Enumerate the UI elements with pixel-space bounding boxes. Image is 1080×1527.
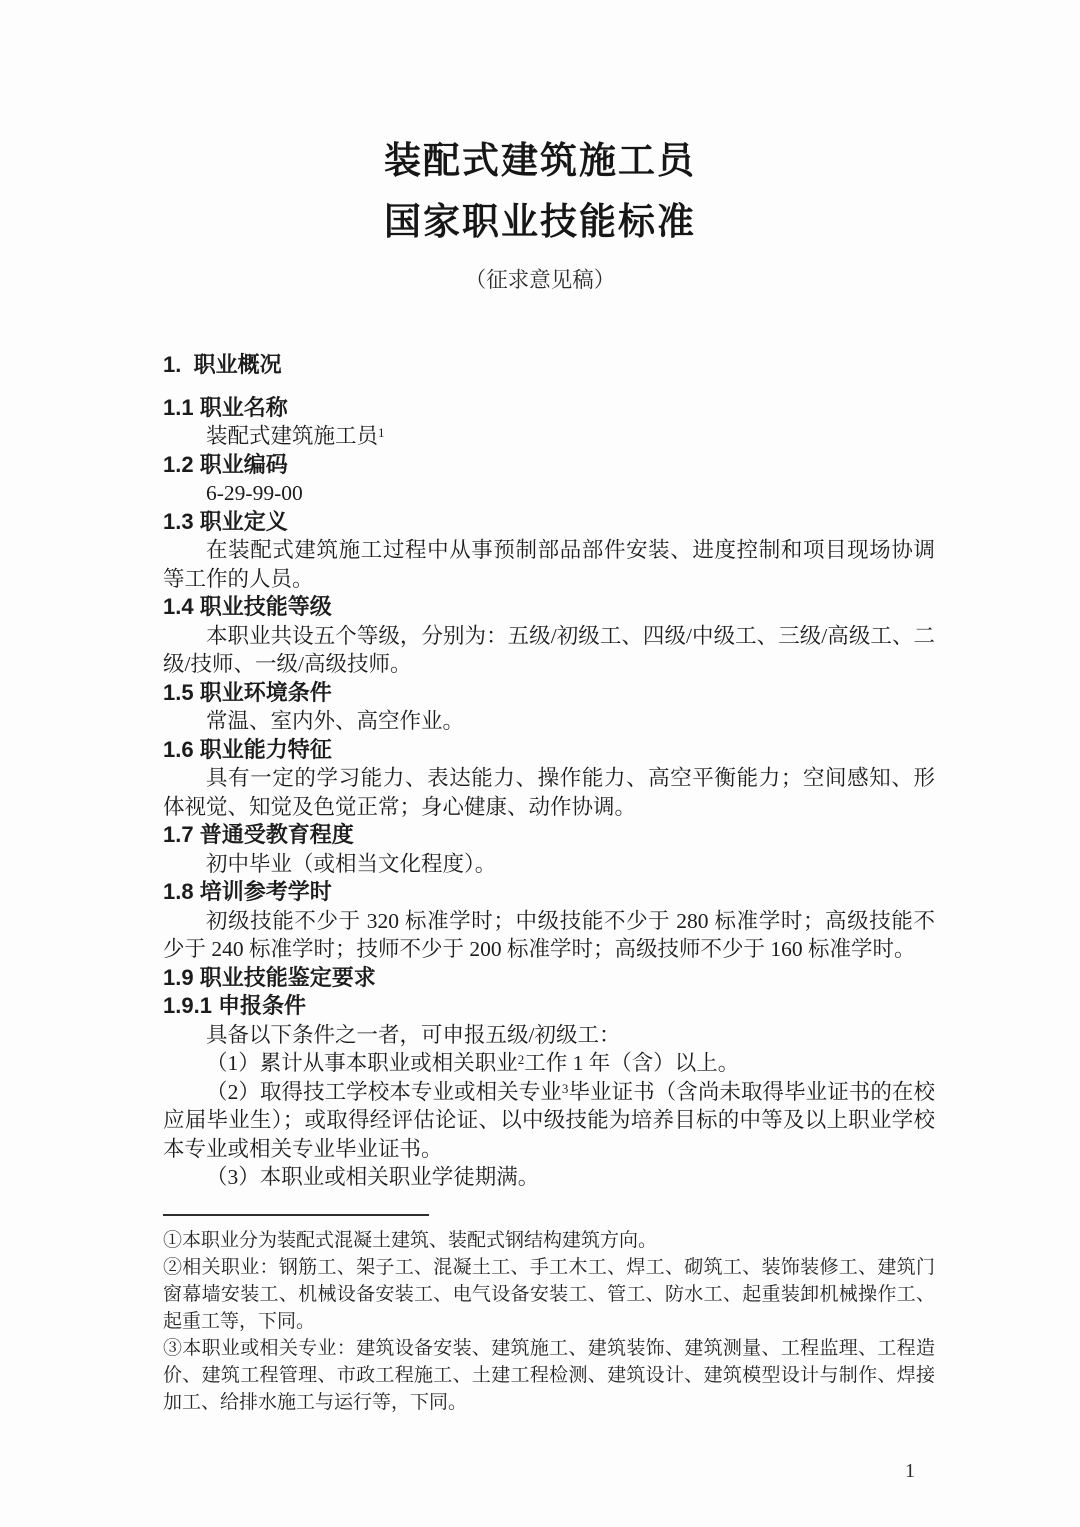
section-1-7-heading: 1.7 普通受教育程度	[163, 822, 354, 847]
doc-title-line1: 装配式建筑施工员	[384, 140, 696, 181]
section-1-8-body: 初级技能不少于 320 标准学时；中级技能不少于 280 标准学时；高级技能不少于 240 标准学时；技师不少于 200 标准学时；高级技师不少于 160 标准学时。	[163, 908, 935, 961]
title-block	[0, 139, 1080, 295]
occupation-code: 6-29-99-00	[206, 481, 303, 505]
section-1-4-body: 本职业共设五个等级，分别为：五级/初级工、四级/中级工、三级/高级工、二级/技师、一级/高级技师。	[163, 623, 935, 676]
condition-item-1-rest: 工作 1 年（含）以上。	[524, 1051, 740, 1075]
document-body	[163, 351, 935, 1192]
footnote-ref-3: 3	[561, 1080, 569, 1096]
section-1-9-1-intro: 具备以下条件之一者，可申报五级/初级工：	[206, 1022, 621, 1047]
section-1-8-heading: 1.8 培训参考学时	[163, 879, 332, 904]
section-1-4-heading: 1.4 职业技能等级	[163, 594, 332, 619]
section-1-6-body: 具有一定的学习能力、表达能力、操作能力、高空平衡能力；空间感知、形体视觉、知觉及色觉正常；身心健康、动作协调。	[163, 766, 935, 819]
footnote-divider	[163, 1214, 429, 1216]
condition-item-2-rest: 毕业证书（含尚未取得毕业证书的在校应届毕业生）；或取得经评估论证、以中级技能为培养目标的中等及以上职业学校本专业或相关专业毕业证书。	[163, 1079, 935, 1161]
condition-item-2	[163, 1078, 935, 1164]
section-1-3-heading: 1.3 职业定义	[163, 508, 288, 534]
section-1-5-heading: 1.5 职业环境条件	[163, 679, 332, 705]
footnote-3: ③本职业或相关专业：建筑设备安装、建筑施工、建筑装饰、建筑测量、工程监理、工程造价、建筑工程管理、市政工程施工、土建工程检测、建筑设计、建筑模型设计与制作、焊接加工、给排水施工与运行等，下同。	[163, 1337, 935, 1413]
condition-item-1	[163, 1049, 935, 1078]
section-1-2-heading: 1.2 职业编码	[163, 451, 288, 477]
doc-subtitle: （征求意见稿）	[464, 268, 616, 292]
section-1-9-heading: 1.9 职业技能鉴定要求	[163, 964, 376, 990]
section-1-9-1-heading: 1.9.1 申报条件	[163, 993, 307, 1018]
section-1-heading: 1. 职业概况	[163, 352, 282, 377]
section-1-1-body	[163, 422, 935, 451]
condition-item-3: （3）本职业或相关职业学徒期满。	[206, 1165, 540, 1189]
footnote-ref-1: 1	[378, 425, 385, 440]
section-1-6-heading: 1.6 职业能力特征	[163, 736, 332, 762]
footnote-ref-2: 2	[517, 1052, 525, 1067]
occupation-name: 装配式建筑施工员	[206, 424, 379, 448]
doc-title-line2: 国家职业技能标准	[384, 201, 696, 242]
page-number: 1	[905, 1460, 915, 1482]
condition-item-1-text: （1）累计从事本职业或相关职业	[206, 1051, 518, 1075]
footnote-2: ②相关职业：钢筋工、架子工、混凝土工、手工木工、焊工、砌筑工、装饰装修工、建筑门窗幕墙安装工、机械设备安装工、电气设备安装工、管工、防水工、起重装卸机械操作工、起重工等，下同。	[163, 1256, 935, 1332]
footnotes-section	[163, 1214, 935, 1416]
condition-item-2-text: （2）取得技工学校本专业或相关专业	[206, 1079, 562, 1104]
section-1-7-body: 初中毕业（或相当文化程度）。	[206, 851, 497, 876]
section-1-3-body: 在装配式建筑施工过程中从事预制部品部件安装、进度控制和项目现场协调等工作的人员。	[163, 538, 935, 591]
section-1-1-heading: 1.1 职业名称	[163, 394, 288, 420]
footnote-1: ①本职业分为装配式混凝土建筑、装配式钢结构建筑方向。	[163, 1229, 658, 1251]
section-1-5-body: 常温、室内外、高空作业。	[206, 709, 465, 733]
